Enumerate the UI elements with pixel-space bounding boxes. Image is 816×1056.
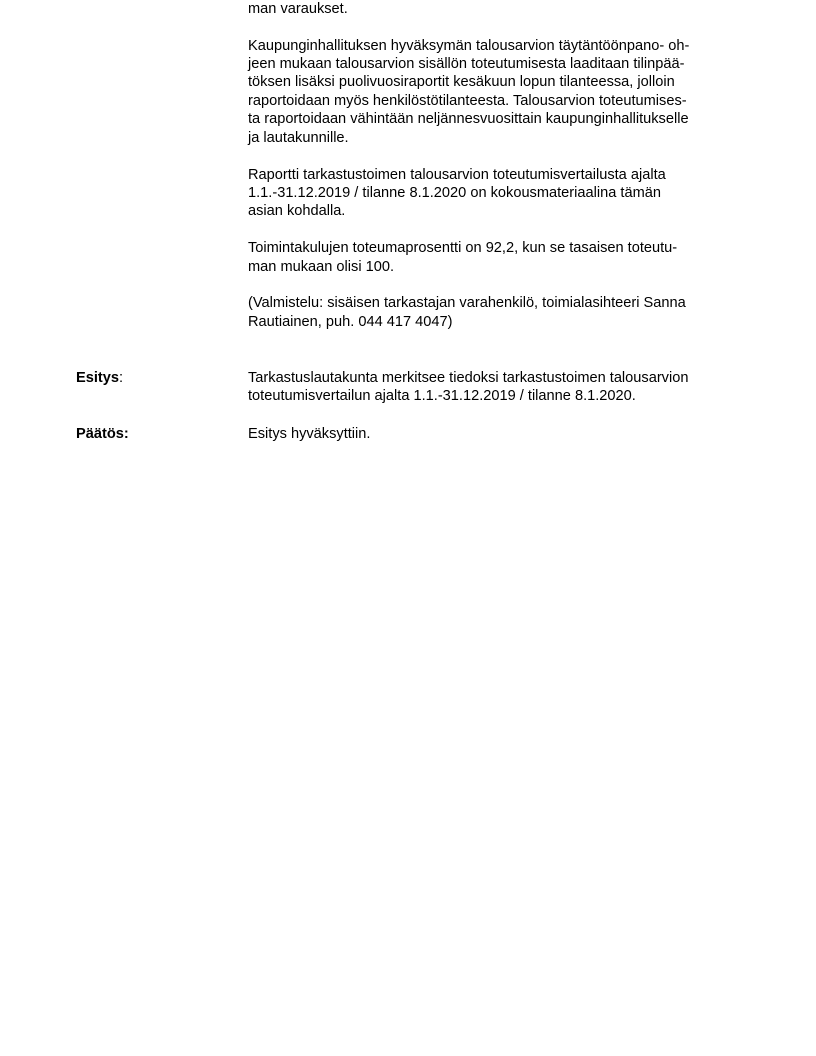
esitys-label xyxy=(76,369,123,387)
paragraph-line: raportoidaan myös henkilöstötilanteesta. Talousarvion toteutumises- xyxy=(248,93,687,109)
paragraph-line: man mukaan olisi 100. xyxy=(248,259,395,275)
paragraph-line: Rautiainen, puh. 044 417 4047) xyxy=(248,314,453,330)
esitys-line: toteutumisvertailun ajalta 1.1.-31.12.2019 / tilanne 8.1.2020. xyxy=(248,388,636,404)
esitys-line: Tarkastuslautakunta merkitsee tiedoksi tarkastustoimen talousarvion xyxy=(248,370,689,386)
paragraph-line: asian kohdalla. xyxy=(248,203,346,219)
paragraph-line: töksen lisäksi puolivuosiraportit kesäkuun lopun tilanteessa, jolloin xyxy=(248,74,675,90)
esitys-label-colon: : xyxy=(119,370,124,386)
paragraph-line: ta raportoidaan vähintään neljännesvuosittain kaupunginhallitukselle xyxy=(248,111,689,127)
paragraph-line: Toimintakulujen toteumaprosentti on 92,2, kun se tasaisen toteutu- xyxy=(248,240,678,256)
paragraph-line: 1.1.-31.12.2019 / tilanne 8.1.2020 on kokousmateriaalina tämän xyxy=(248,185,661,201)
paragraph-line: ja lautakunnille. xyxy=(248,130,349,146)
paragraph-line: Kaupunginhallituksen hyväksymän talousarvion täytäntöönpano- oh- xyxy=(248,38,690,54)
paragraph-line: (Valmistelu: sisäisen tarkastajan varahenkilö, toimialasihteeri Sanna xyxy=(248,295,686,311)
paatos-text: Esitys hyväksyttiin. xyxy=(248,426,371,442)
paatos-label-text: Päätös: xyxy=(76,426,129,442)
paragraph-line: man varaukset. xyxy=(248,1,348,17)
paragraph-line: Raportti tarkastustoimen talousarvion toteutumisvertailusta ajalta xyxy=(248,167,666,183)
paatos-label xyxy=(76,425,129,443)
esitys-label-text: Esitys xyxy=(76,370,119,386)
paragraph-line: jeen mukaan talousarvion sisällön toteutumisesta laaditaan tilinpää- xyxy=(248,56,685,72)
